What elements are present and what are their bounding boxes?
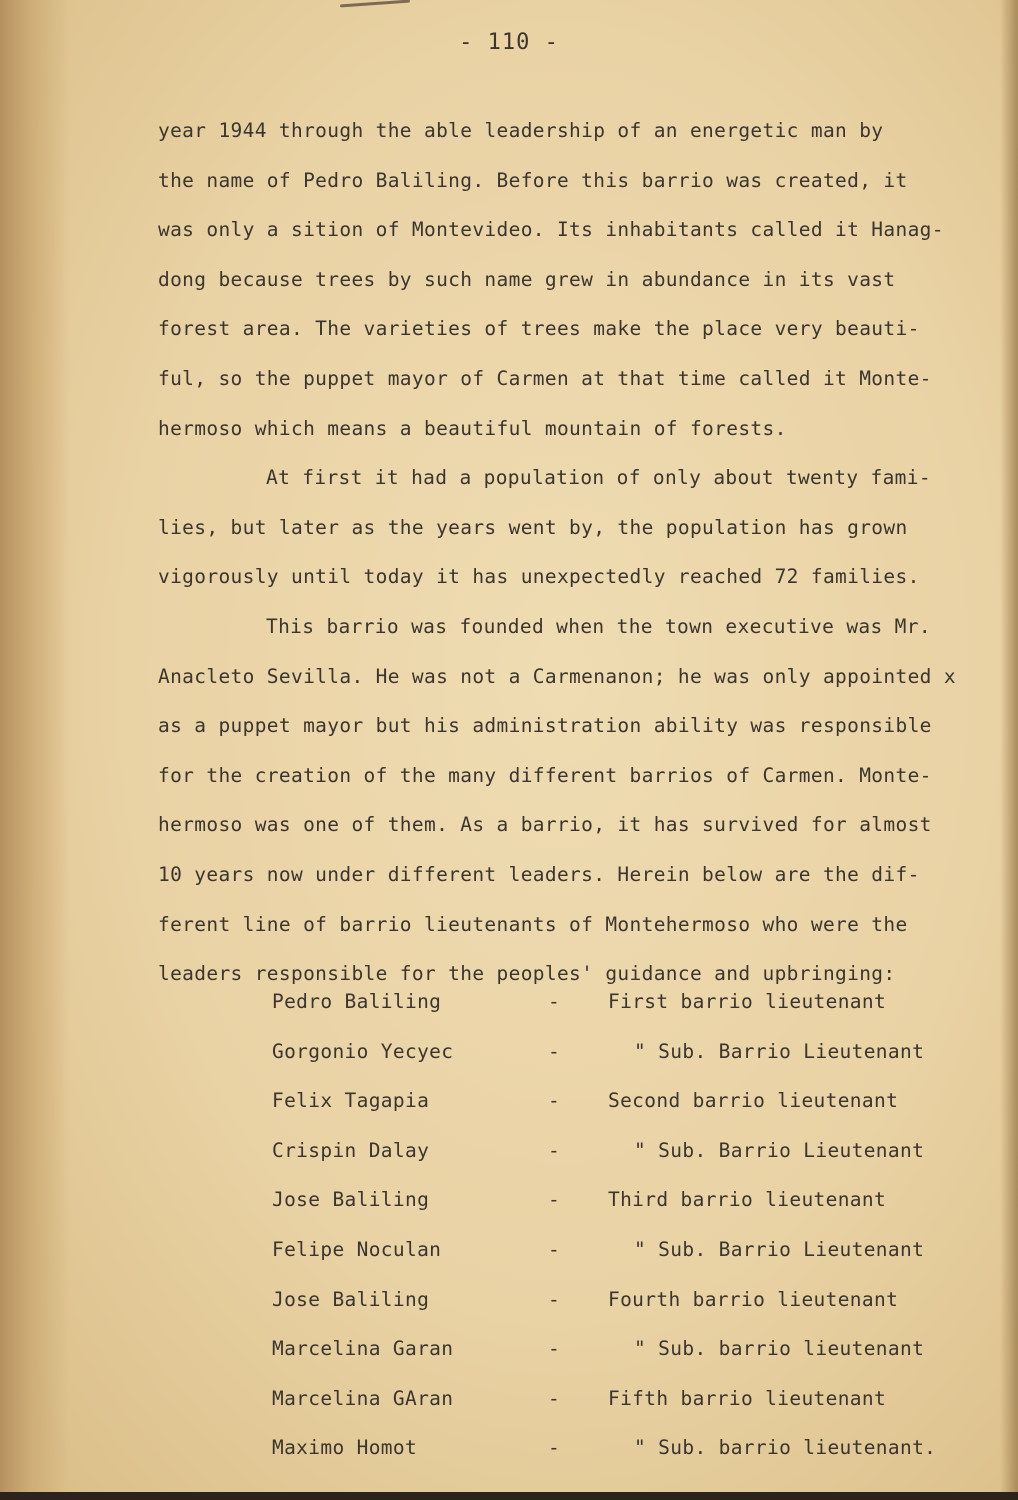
text-line: This barrio was founded when the town executive was Mr. xyxy=(266,614,931,638)
separator-dash: - xyxy=(548,1287,561,1311)
text-line: ful, so the puppet mayor of Carmen at that time called it Monte- xyxy=(158,366,932,390)
text-line: leaders responsible for the peoples' guidance and upbringing: xyxy=(158,962,896,986)
roster-row xyxy=(272,1089,972,1139)
lieutenant-name: Jose Baliling xyxy=(272,1188,430,1212)
text-line: 10 years now under different leaders. Herein below are the dif- xyxy=(158,862,920,886)
roster-row xyxy=(272,1387,972,1437)
text-line: lies, but later as the years went by, the population has grown xyxy=(158,515,908,539)
lieutenant-name: Felipe Noculan xyxy=(272,1237,442,1261)
roster-row xyxy=(272,1139,972,1189)
separator-dash: - xyxy=(548,1337,561,1361)
roster-row xyxy=(272,1288,972,1338)
page-bottom-edge xyxy=(0,1492,1018,1500)
lieutenant-name: Jose Baliling xyxy=(272,1287,430,1311)
lieutenant-title: " Sub. Barrio Lieutenant xyxy=(634,1138,925,1162)
lieutenant-name: Marcelina Garan xyxy=(272,1337,454,1361)
separator-dash: - xyxy=(548,1188,561,1212)
text-line: ferent line of barrio lieutenants of Montehermoso who were the xyxy=(158,912,908,936)
roster-row xyxy=(272,1337,972,1387)
separator-dash: - xyxy=(548,1039,561,1063)
lieutenant-name: Gorgonio Yecyec xyxy=(272,1039,454,1063)
roster-row xyxy=(272,1040,972,1090)
text-line: year 1944 through the able leadership of an energetic man by xyxy=(158,119,884,142)
text-line: At first it had a population of only about twenty fami- xyxy=(266,466,931,490)
lieutenant-name: Crispin Dalay xyxy=(272,1138,430,1162)
roster-row xyxy=(272,1188,972,1238)
text-line: hermoso was one of them. As a barrio, it has survived for almost xyxy=(158,813,932,837)
lieutenant-roster xyxy=(272,990,972,1486)
separator-dash: - xyxy=(548,1436,561,1460)
text-line: as a puppet mayor but his administration ability was responsible xyxy=(158,714,932,738)
separator-dash: - xyxy=(548,990,561,1013)
lieutenant-title: Third barrio lieutenant xyxy=(608,1188,887,1212)
lieutenant-title: " Sub. barrio lieutenant xyxy=(634,1337,925,1361)
lieutenant-name: Pedro Baliling xyxy=(272,990,442,1013)
roster-row xyxy=(272,990,972,1040)
text-line: forest area. The varieties of trees make the place very beauti- xyxy=(158,317,920,341)
separator-dash: - xyxy=(548,1386,561,1410)
pencil-mark xyxy=(340,0,410,7)
lieutenant-title: " Sub. Barrio Lieutenant xyxy=(634,1039,925,1063)
text-line: was only a sition of Montevideo. Its inhabitants called it Hanag- xyxy=(158,218,944,242)
lieutenant-name: Maximo Homot xyxy=(272,1436,418,1460)
separator-dash: - xyxy=(548,1089,561,1113)
roster-row xyxy=(272,1436,972,1486)
text-line: Anacleto Sevilla. He was not a Carmenanon; he was only appointed x xyxy=(158,664,956,688)
lieutenant-title: First barrio lieutenant xyxy=(608,990,887,1013)
separator-dash: - xyxy=(548,1138,561,1162)
lieutenant-title: Fifth barrio lieutenant xyxy=(608,1386,887,1410)
lieutenant-title: Fourth barrio lieutenant xyxy=(608,1287,899,1311)
text-line: dong because trees by such name grew in abundance in its vast xyxy=(158,267,896,291)
lieutenant-title: Second barrio lieutenant xyxy=(608,1089,899,1113)
lieutenant-title: " Sub. barrio lieutenant. xyxy=(634,1436,937,1460)
binding-shadow xyxy=(0,0,70,1500)
page-number: - 110 - xyxy=(459,30,559,55)
roster-row xyxy=(272,1238,972,1288)
separator-dash: - xyxy=(548,1237,561,1261)
lieutenant-title: " Sub. Barrio Lieutenant xyxy=(634,1237,925,1261)
text-line: the name of Pedro Baliling. Before this barrio was created, it xyxy=(158,168,908,192)
lieutenant-name: Felix Tagapia xyxy=(272,1089,430,1113)
body-text xyxy=(158,106,958,999)
text-line: for the creation of the many different barrios of Carmen. Monte- xyxy=(158,763,932,787)
lieutenant-name: Marcelina GAran xyxy=(272,1386,454,1410)
text-line: vigorously until today it has unexpectedly reached 72 families. xyxy=(158,565,920,589)
text-line: hermoso which means a beautiful mountain of forests. xyxy=(158,416,787,440)
page-edge-shadow xyxy=(1000,0,1018,1500)
